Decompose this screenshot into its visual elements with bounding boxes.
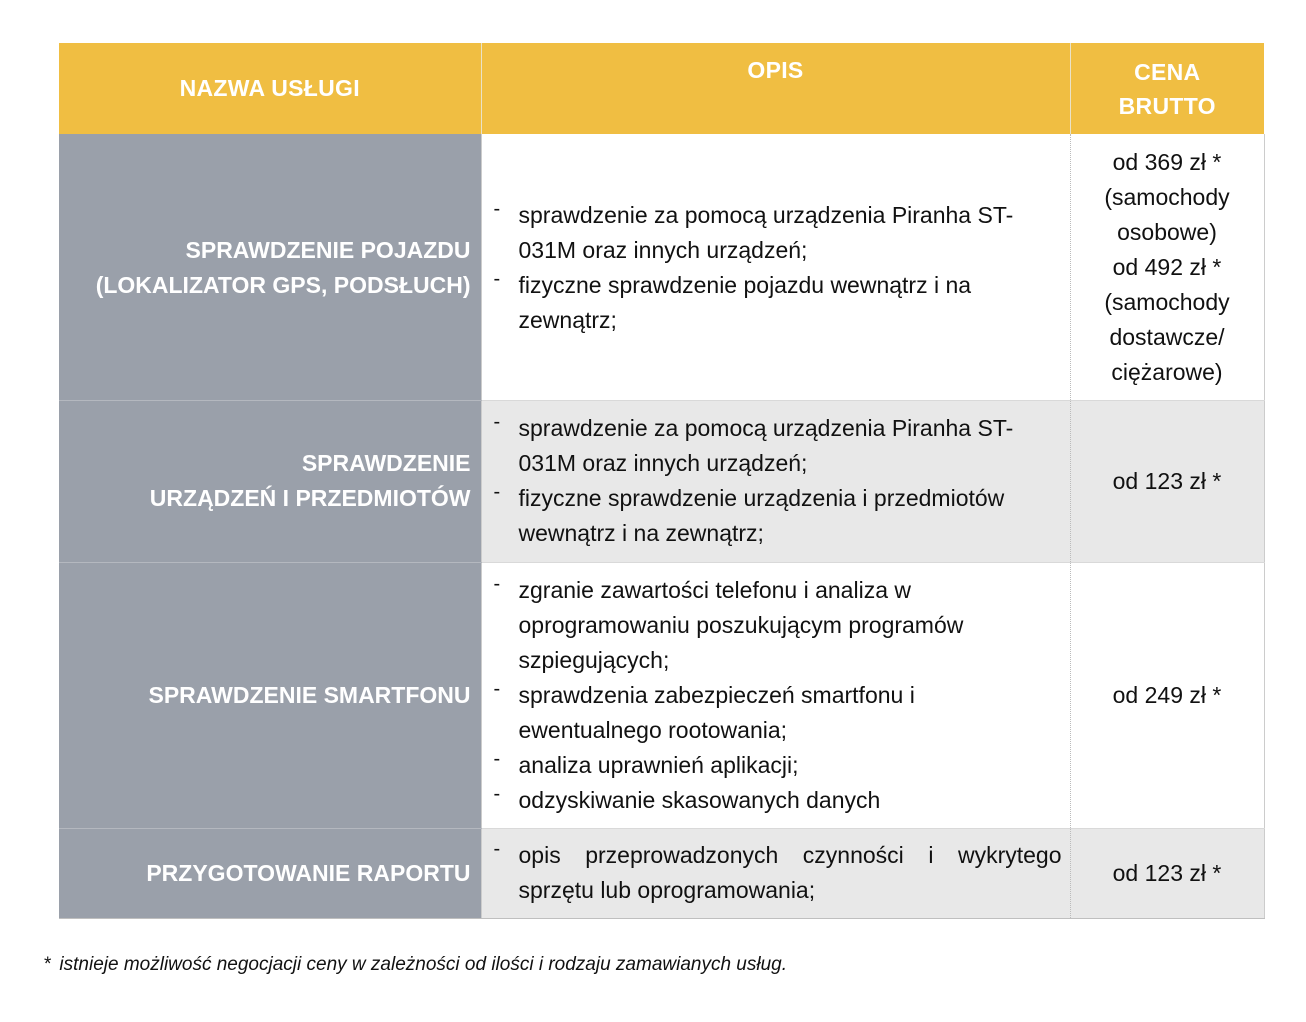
service-description xyxy=(481,562,1070,828)
description-item: - sprawdzenia zabezpieczeń smartfonu i ewentualnego rootowania; xyxy=(492,678,1062,748)
service-name-smartphone xyxy=(59,562,481,828)
table-row xyxy=(59,562,1264,828)
description-list xyxy=(492,198,1062,338)
description-list xyxy=(492,573,1062,818)
service-description xyxy=(481,828,1070,918)
footnote-marker: * xyxy=(44,954,52,975)
service-name-line: SPRAWDZENIE xyxy=(301,450,471,476)
price-line: od 369 zł * xyxy=(1112,149,1222,176)
price-line: (samochody xyxy=(1104,289,1230,316)
description-item: - zgranie zawartości telefonu i analiza w oprogramowaniu poszukującym programów szpiegujących; xyxy=(492,573,1062,678)
description-item: - sprawdzenie za pomocą urządzenia Piranha ST-031M oraz innych urządzeń; xyxy=(492,198,1062,268)
header-description: OPIS xyxy=(481,43,1070,134)
service-price xyxy=(1070,562,1264,828)
description-item: - odzyskiwanie skasowanych danych xyxy=(492,783,1062,818)
description-item: - opis przeprowadzonych czynności i wykrytego sprzętu lub oprogramowania; xyxy=(492,838,1062,908)
price-line: (samochody xyxy=(1104,184,1230,211)
service-description xyxy=(481,400,1070,562)
service-description xyxy=(481,134,1070,400)
description-item: - fizyczne sprawdzenie pojazdu wewnątrz i na zewnątrz; xyxy=(492,268,1062,338)
service-name-line: PRZYGOTOWANIE RAPORTU xyxy=(146,859,471,886)
description-list xyxy=(492,411,1062,551)
description-item: - analiza uprawnień aplikacji; xyxy=(492,748,1062,783)
table-row xyxy=(59,400,1264,562)
header-row xyxy=(59,43,1264,134)
footnote xyxy=(44,954,787,976)
service-name-report xyxy=(59,828,481,918)
price-line: ciężarowe) xyxy=(1111,359,1223,386)
table-row xyxy=(59,828,1264,918)
service-price xyxy=(1070,828,1264,918)
service-name-line: SPRAWDZENIE POJAZDU xyxy=(185,236,471,263)
table-row xyxy=(59,134,1264,400)
description-list xyxy=(492,838,1062,908)
header-price-line: BRUTTO xyxy=(1118,92,1216,119)
header-price xyxy=(1070,43,1264,134)
service-name-devices xyxy=(59,400,481,562)
service-name-line: URZĄDZEŃ I PRZEDMIOTÓW xyxy=(149,485,471,511)
price-line: osobowe) xyxy=(1117,219,1217,246)
price-line: od 492 zł * xyxy=(1112,254,1222,281)
header-price-line: CENA xyxy=(1134,58,1201,85)
price-line: od 123 zł * xyxy=(1112,859,1222,886)
price-line: od 249 zł * xyxy=(1112,681,1222,708)
service-name-vehicle xyxy=(59,134,481,400)
service-price xyxy=(1070,400,1264,562)
service-name-line: (LOKALIZATOR GPS, PODSŁUCH) xyxy=(95,271,471,298)
description-item: - sprawdzenie za pomocą urządzenia Piranha ST-031M oraz innych urządzeń; xyxy=(492,411,1062,481)
footnote-text: istnieje możliwość negocjacji ceny w zależności od ilości i rodzaju zamawianych usług. xyxy=(59,954,788,975)
description-item: - fizyczne sprawdzenie urządzenia i przedmiotów wewnątrz i na zewnątrz; xyxy=(492,481,1062,551)
header-service-name: NAZWA USŁUGI xyxy=(59,43,481,134)
price-table xyxy=(59,43,1265,919)
price-line: dostawcze/ xyxy=(1109,324,1225,351)
service-price xyxy=(1070,134,1264,400)
service-name-line: SPRAWDZENIE SMARTFONU xyxy=(148,681,471,708)
price-line: od 123 zł * xyxy=(1112,467,1222,494)
